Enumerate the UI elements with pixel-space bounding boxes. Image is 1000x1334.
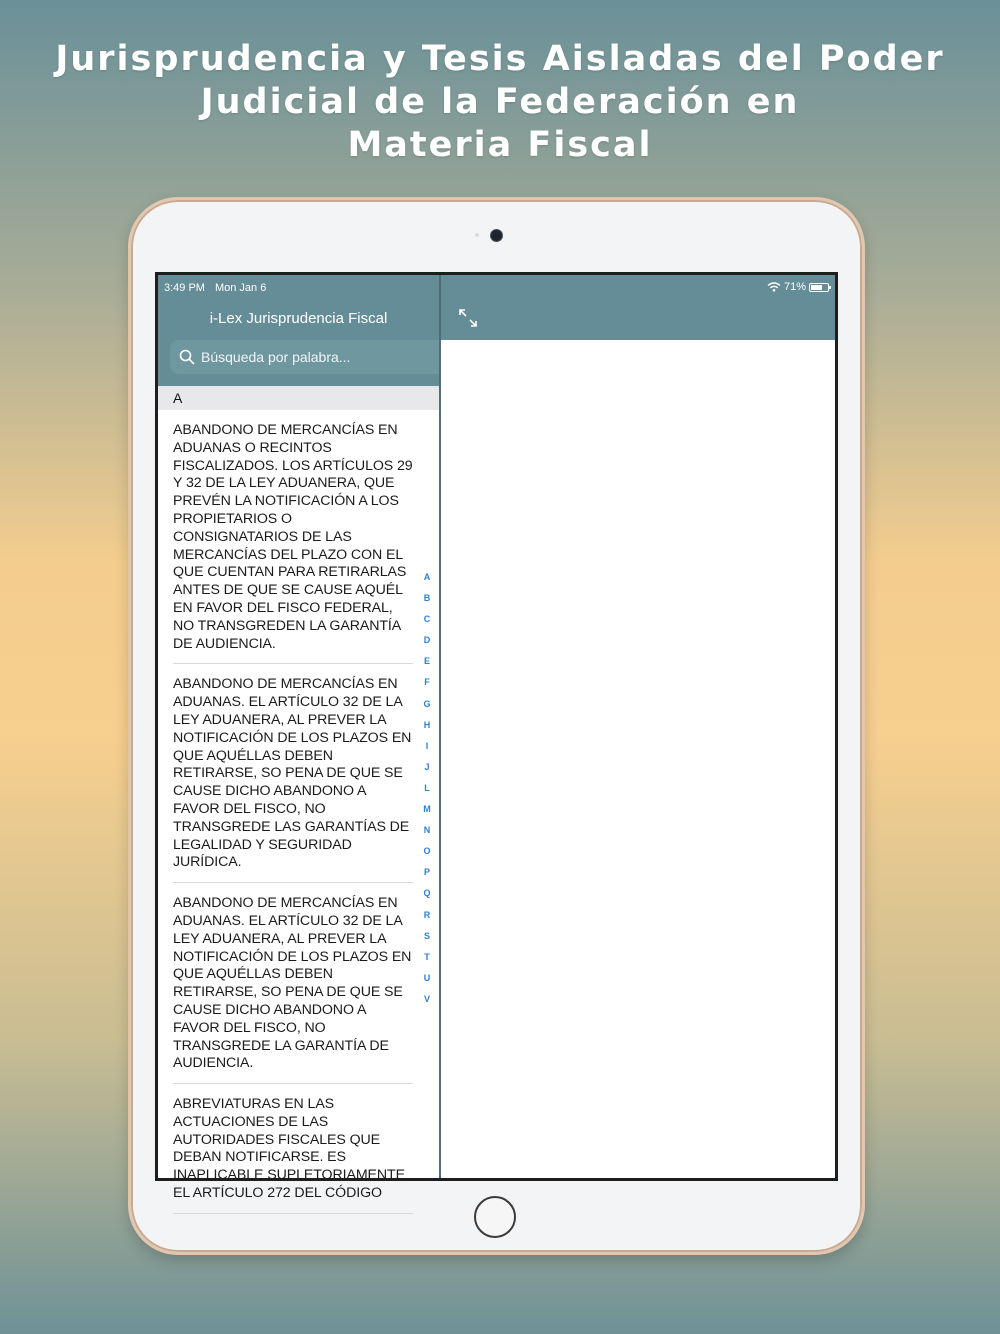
index-letter-n[interactable]: N <box>423 825 431 836</box>
promo-title-line: Jurisprudencia y Tesis Aisladas del Poder <box>55 39 945 79</box>
battery-percent: 71% <box>783 281 806 293</box>
status-time <box>164 282 266 294</box>
index-letter-g[interactable]: G <box>423 698 431 709</box>
index-letter-s[interactable]: S <box>423 930 430 941</box>
app-title: i-Lex Jurisprudencia Fiscal <box>209 310 388 327</box>
index-letter-c[interactable]: C <box>423 614 431 625</box>
wifi-icon <box>767 282 781 292</box>
list-item[interactable]: ABANDONO DE MERCANCÍAS EN ADUANAS. EL ARTÍCULO 32 DE LA LEY ADUANERA, AL PREVER LA NOTIFICACIÓN DE LOS PLAZOS EN QUE AQUÉLLAS DEBEN RETIRARSE, SO PENA DE QUE SE CAUSE DICHO ABANDONO A FAVOR DEL FISCO, NO TRANSGREDE LAS GARANTÍAS DE LEGALIDAD Y SEGURIDAD JURÍDICA. <box>173 664 413 883</box>
index-letter-o[interactable]: O <box>423 846 431 857</box>
home-button[interactable] <box>474 1196 516 1238</box>
detail-header <box>441 275 835 340</box>
battery-icon <box>809 283 829 292</box>
section-header: A <box>158 386 439 410</box>
list-item[interactable]: ABANDONO DE MERCANCÍAS EN ADUANAS O RECINTOS FISCALIZADOS. LOS ARTÍCULOS 29 Y 32 DE LA LEY ADUANERA, QUE PREVÉN LA NOTIFICACIÓN A LOS PROPIETARIOS O CONSIGNATARIOS DE LAS MERCANCÍAS DEL PLAZO CON EL QUE CUENTAN PARA RETIRARLAS ANTES DE QUE SE CAUSE AQUÉL EN FAVOR DEL FISCO FEDERAL, NO TRANSGREDEN LA GARANTÍA DE AUDIENCIA. <box>173 410 413 664</box>
index-letter-e[interactable]: E <box>423 656 430 667</box>
list-item[interactable]: ABANDONO DE MERCANCÍAS EN ADUANAS. EL ARTÍCULO 32 DE LA LEY ADUANERA, AL PREVER LA NOTIFICACIÓN DE LOS PLAZOS EN QUE AQUÉLLAS DEBEN RETIRARSE, SO PENA DE QUE SE CAUSE DICHO ABANDONO A FAVOR DEL FISCO, NO TRANSGREDE LA GARANTÍA DE AUDIENCIA. <box>173 883 413 1084</box>
section-index-bar[interactable] <box>420 567 434 1010</box>
index-letter-p[interactable]: P <box>423 867 430 878</box>
promo-title-line: Judicial de la Federación en <box>200 82 800 122</box>
index-letter-j[interactable]: J <box>424 761 430 772</box>
detail-pane <box>441 275 835 1178</box>
search-bar[interactable] <box>170 340 439 374</box>
status-indicators <box>767 281 829 293</box>
promo-title-line: Materia Fiscal <box>347 125 653 165</box>
front-sensor <box>475 233 479 237</box>
device-screen <box>155 272 838 1202</box>
master-pane <box>158 275 439 1202</box>
expand-icon[interactable] <box>457 307 479 329</box>
index-letter-r[interactable]: R <box>423 909 431 920</box>
status-time-text: 3:49 PM <box>164 282 205 294</box>
master-header <box>158 275 439 386</box>
index-letter-i[interactable]: I <box>425 740 429 751</box>
search-icon <box>178 348 196 366</box>
index-letter-a[interactable]: A <box>423 572 431 582</box>
index-letter-v[interactable]: V <box>423 993 430 1004</box>
search-input[interactable] <box>199 348 433 366</box>
list-item[interactable]: ABREVIATURAS EN LAS ACTUACIONES DE LAS AUTORIDADES FISCALES QUE DEBAN NOTIFICARSE. ES INAPLICABLE SUPLETORIAMENTE EL ARTÍCULO 272 DEL CÓDIGO <box>173 1084 413 1214</box>
index-letter-h[interactable]: H <box>423 719 431 730</box>
index-letter-l[interactable]: L <box>424 782 430 793</box>
index-letter-d[interactable]: D <box>423 635 431 646</box>
thesis-list <box>158 410 439 1214</box>
battery-fill <box>811 285 822 290</box>
index-letter-f[interactable]: F <box>424 677 430 688</box>
promo-title <box>0 38 1000 167</box>
status-date: Mon Jan 6 <box>214 282 267 294</box>
index-letter-t[interactable]: T <box>424 951 430 962</box>
index-letter-m[interactable]: M <box>423 804 431 815</box>
front-camera <box>490 229 503 242</box>
index-letter-q[interactable]: Q <box>423 888 431 899</box>
index-letter-u[interactable]: U <box>423 972 431 983</box>
index-letter-b[interactable]: B <box>423 593 431 604</box>
